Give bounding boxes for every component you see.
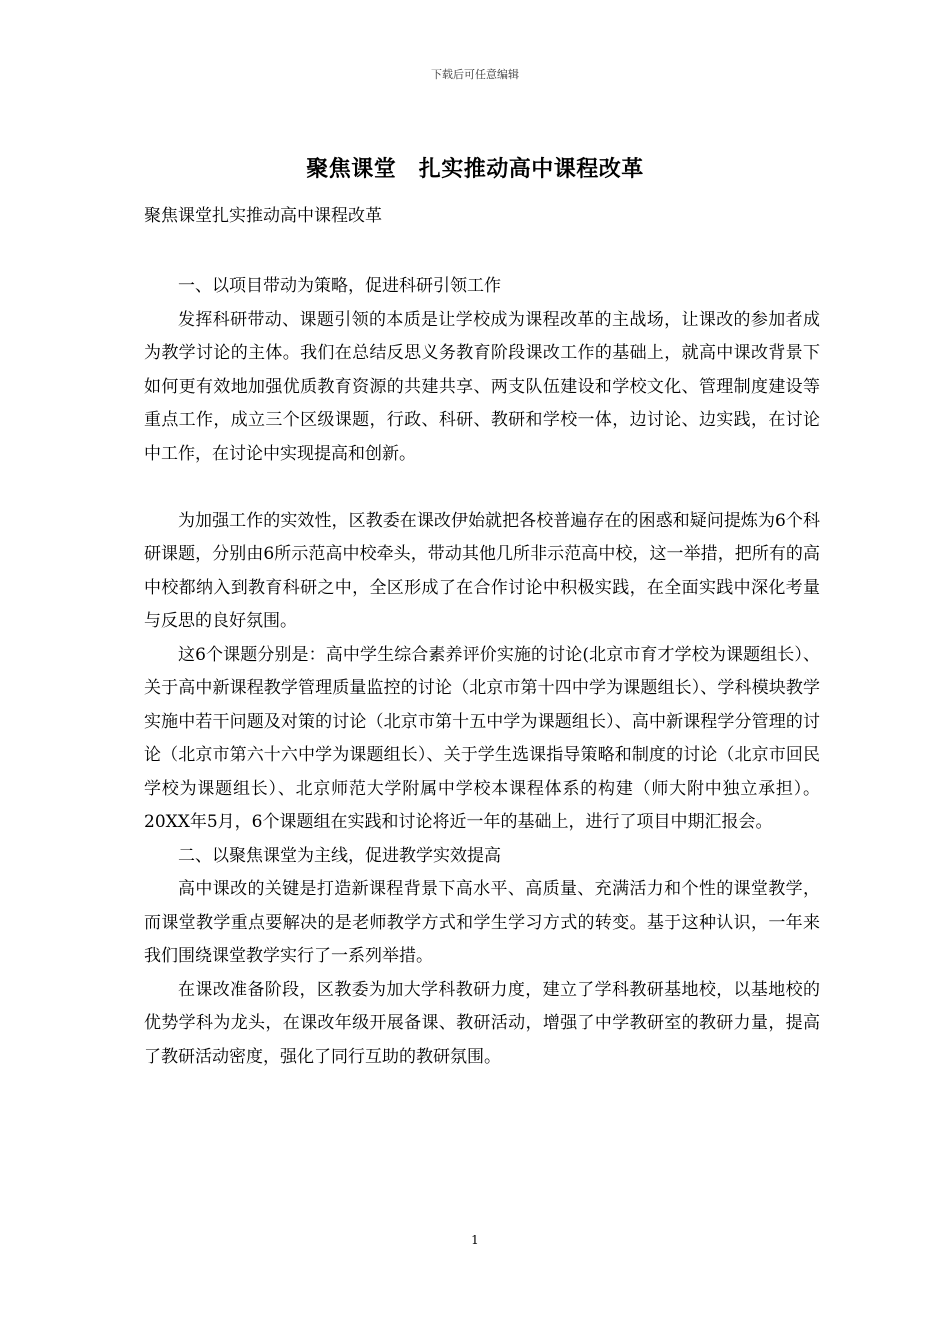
- document-body: [144, 270, 820, 1074]
- body-paragraph: 这6个课题分别是：高中学生综合素养评价实施的讨论(北京市育才学校为课题组长）、关于高中新课程教学管理质量监控的讨论（北京市第十四中学为课题组长）、学科模块教学实施中若干问题及对策的讨论（北京市第十五中学为课题组长）、高中新课程学分管理的讨论（北京市第六十六中学为课题组长）、关于学生选课指导策略和制度的讨论（北京市回民学校为课题组长）、北京师范大学附属中学校本课程体系的构建（师大附中独立承担）。20XX年5月，6个课题组在实践和讨论将近一年的基础上，进行了项目中期汇报会。: [144, 644, 820, 832]
- body-paragraph: 为加强工作的实效性，区教委在课改伊始就把各校普遍存在的困惑和疑问提炼为6个科研课题，分别由6所示范高中校牵头，带动其他几所非示范高中校，这一举措，把所有的高中校都纳入到教育科研之中，全区形成了在合作讨论中积极实践，在全面实践中深化考量与反思的良好氛围。: [144, 510, 820, 631]
- section-heading-1: 一、以项目带动为策略，促进科研引领工作: [178, 276, 501, 296]
- paragraph-gap: [144, 471, 820, 505]
- body-paragraph: 高中课改的关键是打造新课程背景下高水平、高质量、充满活力和个性的课堂教学，而课堂教学重点要解决的是老师教学方式和学生学习方式的转变。基于这种认识，一年来我们围绕课堂教学实行了一系列举措。: [144, 879, 820, 966]
- document-title: 聚焦课堂 扎实推动高中课程改革: [306, 156, 644, 182]
- body-paragraph: 发挥科研带动、课题引领的本质是让学校成为课程改革的主战场，让课改的参加者成为教学讨论的主体。我们在总结反思义务教育阶段课改工作的基础上，就高中课改背景下如何更有效地加强优质教育资源的共建共享、两支队伍建设和学校文化、管理制度建设等重点工作，成立三个区级课题，行政、科研、教研和学校一体，边讨论、边实践，在讨论中工作，在讨论中实现提高和创新。: [144, 309, 820, 464]
- header-note: 下载后可任意编辑: [431, 68, 519, 81]
- document-subtitle: 聚焦课堂扎实推动高中课程改革: [144, 206, 382, 226]
- body-paragraph: 在课改准备阶段，区教委为加大学科教研力度，建立了学科教研基地校，以基地校的优势学科为龙头，在课改年级开展备课、教研活动，增强了中学教研室的教研力量，提高了教研活动密度，强化了同行互助的教研氛围。: [144, 979, 820, 1067]
- section-heading-2: 二、以聚焦课堂为主线，促进教学实效提高: [178, 845, 501, 866]
- page-number: 1: [471, 1233, 479, 1247]
